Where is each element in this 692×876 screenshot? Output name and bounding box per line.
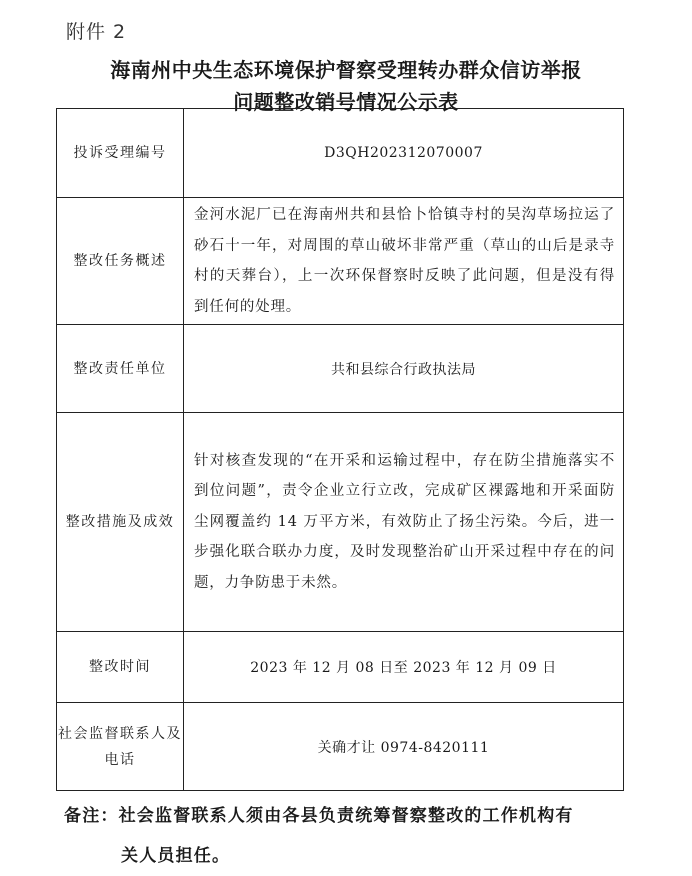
rectification-table (56, 108, 624, 791)
rectification-time-value: 2023 年 12 月 08 日至 2023 年 12 月 09 日 (184, 632, 624, 703)
footnote-line-2: 关人员担任。 (121, 846, 231, 866)
rectification-time-label: 整改时间 (57, 632, 184, 703)
attachment-label: 附件 2 (66, 21, 127, 43)
table-row-responsible-unit (57, 325, 624, 413)
complaint-id-value: D3QH202312070007 (184, 109, 624, 198)
table-row-measures-results (57, 413, 624, 632)
document-title-line-2: 问题整改销号情况公示表 (233, 90, 459, 114)
table-row-complaint-id (57, 109, 624, 198)
document-title-line-1: 海南州中央生态环境保护督察受理转办群众信访举报 (110, 58, 582, 82)
task-overview-label: 整改任务概述 (57, 198, 184, 325)
supervision-contact-value: 关确才让 0974-8420111 (184, 703, 624, 791)
footnote (64, 796, 624, 876)
table-row-task-overview (57, 198, 624, 325)
table-row-rectification-time (57, 632, 624, 703)
measures-results-label: 整改措施及成效 (57, 413, 184, 632)
table-row-supervision-contact (57, 703, 624, 791)
responsible-unit-value: 共和县综合行政执法局 (184, 325, 624, 413)
task-overview-value: 金河水泥厂已在海南州共和县恰卜恰镇寺村的吴沟草场拉运了砂石十一年，对周围的草山破坏非常严重（草山的山后是录寺村的天葬台），上一次环保督察时反映了此问题，但是没有得到任何的处理。 (184, 198, 624, 325)
measures-results-value: 针对核查发现的“在开采和运输过程中，存在防尘措施落实不到位问题”，责令企业立行立改，完成矿区裸露地和开采面防尘网覆盖约 14 万平方米，有效防止了扬尘污染。今后，进一步强化联合联办力度，及时发现整治矿山开采过程中存在的问题，力争防患于未然。 (184, 413, 624, 632)
responsible-unit-label: 整改责任单位 (57, 325, 184, 413)
footnote-line-1: 备注：社会监督联系人须由各县负责统筹督察整改的工作机构有 (64, 806, 574, 826)
supervision-contact-label: 社会监督联系人及电话 (57, 703, 184, 791)
complaint-id-label: 投诉受理编号 (57, 109, 184, 198)
